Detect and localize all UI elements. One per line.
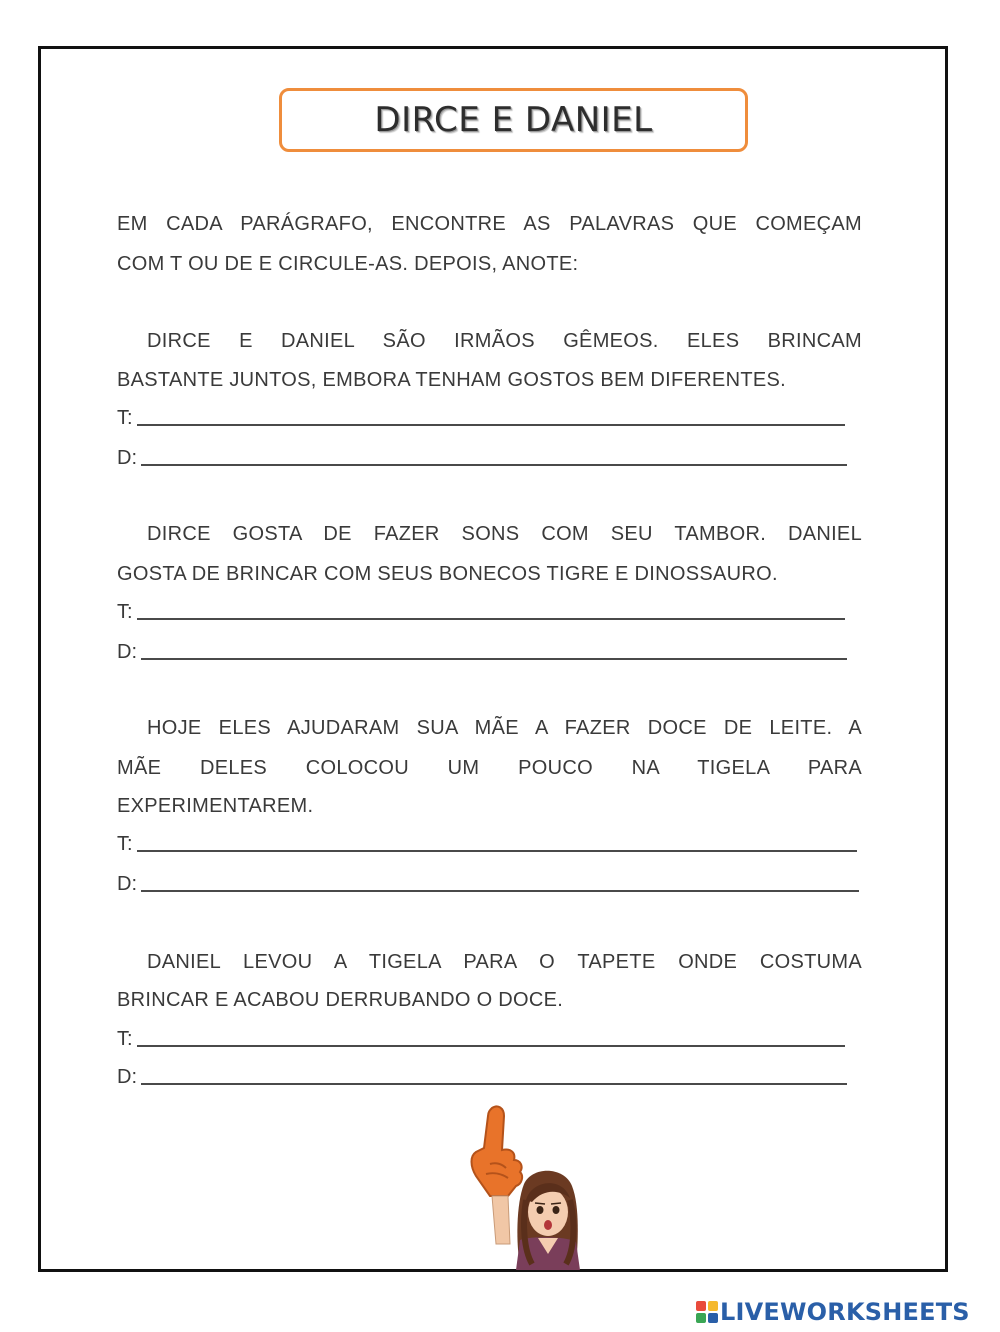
answer-line-d[interactable] (141, 464, 847, 466)
paragraph-3-answer-t (117, 832, 857, 856)
answer-label-t: T: (117, 833, 133, 855)
answer-line-t[interactable] (137, 1045, 845, 1047)
page-title: DIRCE E DANIEL (374, 100, 653, 140)
paragraph-4-answer-d (117, 1065, 847, 1089)
answer-label-d: D: (117, 447, 137, 469)
paragraph-1-answer-t (117, 406, 845, 430)
answer-line-t[interactable] (137, 424, 845, 426)
answer-label-t: T: (117, 407, 133, 429)
answer-label-d: D: (117, 641, 137, 663)
answer-label-d: D: (117, 873, 137, 895)
answer-line-d[interactable] (141, 890, 859, 892)
paragraph-3-line-1: HOJE ELES AJUDARAM SUA MÃE A FAZER DOCE DE LEITE. A (147, 717, 862, 739)
liveworksheets-icon (696, 1301, 718, 1323)
paragraph-2-line-2: GOSTA DE BRINCAR COM SEUS BONECOS TIGRE E DINOSSAURO. (117, 563, 778, 585)
paragraph-3-answer-d (117, 872, 859, 896)
instructions-line-2: COM T OU DE E CIRCULE-AS. DEPOIS, ANOTE: (117, 253, 579, 275)
answer-label-d: D: (117, 1066, 137, 1088)
paragraph-1-line-2: BASTANTE JUNTOS, EMBORA TENHAM GOSTOS BEM DIFERENTES. (117, 369, 786, 391)
paragraph-3-line-2: MÃE DELES COLOCOU UM POUCO NA TIGELA PARA (117, 757, 862, 779)
answer-label-t: T: (117, 601, 133, 623)
paragraph-2-line-1: DIRCE GOSTA DE FAZER SONS COM SEU TAMBOR. DANIEL (147, 523, 862, 545)
liveworksheets-brand-text: LIVEWORKSHEETS (720, 1298, 970, 1326)
paragraph-1-line-1: DIRCE E DANIEL SÃO IRMÃOS GÊMEOS. ELES BRINCAM (147, 330, 862, 352)
answer-line-d[interactable] (141, 658, 847, 660)
answer-line-d[interactable] (141, 1083, 847, 1085)
answer-label-t: T: (117, 1028, 133, 1050)
paragraph-2-answer-d (117, 640, 847, 664)
paragraph-3-line-3: EXPERIMENTAREM. (117, 795, 314, 817)
paragraph-4-line-1: DANIEL LEVOU A TIGELA PARA O TAPETE ONDE COSTUMA (147, 951, 862, 973)
liveworksheets-logo[interactable] (696, 1296, 970, 1328)
answer-line-t[interactable] (137, 850, 857, 852)
instructions-line-1: EM CADA PARÁGRAFO, ENCONTRE AS PALAVRAS QUE COMEÇAM (117, 213, 862, 235)
answer-line-t[interactable] (137, 618, 845, 620)
paragraph-4-answer-t (117, 1027, 845, 1051)
paragraph-2-answer-t (117, 600, 845, 624)
title-box (279, 88, 748, 152)
girl-foam-finger-illustration (462, 1104, 587, 1270)
paragraph-1-answer-d (117, 446, 847, 470)
paragraph-4-line-2: BRINCAR E ACABOU DERRUBANDO O DOCE. (117, 989, 564, 1011)
